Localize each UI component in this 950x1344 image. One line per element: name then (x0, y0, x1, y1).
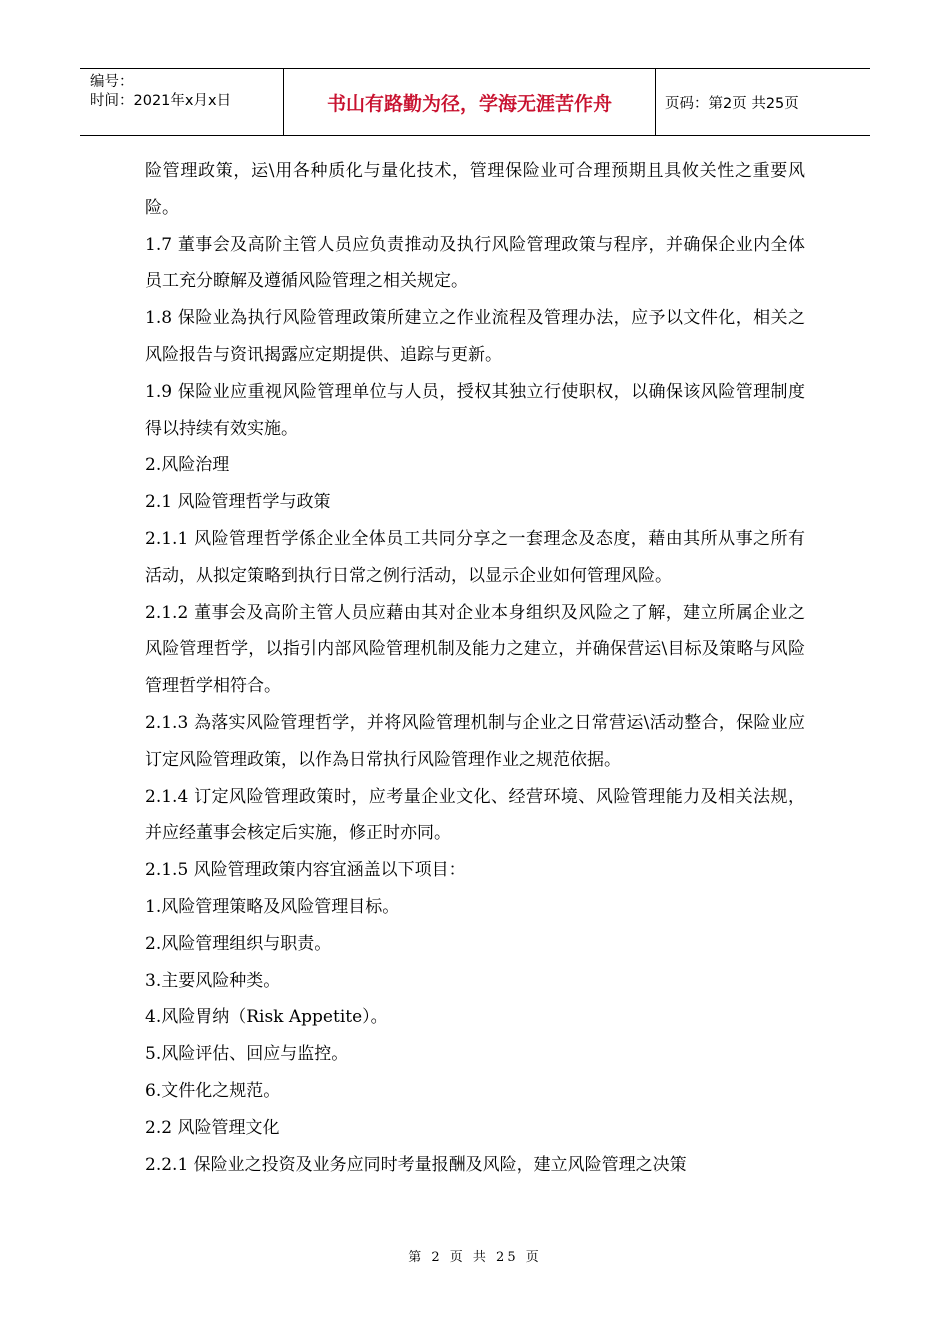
paragraph: 2.2.1 保险业之投资及业务应同时考量报酬及风险，建立风险管理之决策 (145, 1154, 687, 1175)
paragraph: 1.9 保险业应重视风险管理单位与人员，授权其独立行使职权，以确保该风险管理制度得以持续有效实施。 (145, 381, 805, 439)
list-item: 3.主要风险种类。 (145, 970, 281, 991)
subsection-heading: 2.1 风险管理哲学与政策 (145, 492, 331, 513)
subsection-heading: 2.2 风险管理文化 (145, 1117, 280, 1138)
document-date: 时间：2021年x月x日 (90, 93, 232, 109)
paragraph: 险管理政策，运\用各种质化与量化技术，管理保险业可合理预期且具攸关性之重要风险。 (145, 161, 805, 218)
paragraph: 1.8 保险业為执行风险管理政策所建立之作业流程及管理办法，应予以文件化，相关之风险报告与资讯揭露应定期提供、追踪与更新。 (145, 308, 805, 365)
paragraph: 2.1.1 风险管理哲学係企业全体员工共同分享之一套理念及态度，藉由其所从事之所有活动，从拟定策略到执行日常之例行活动，以显示企业如何管理风险。 (145, 528, 805, 586)
document-number: 编号： (90, 74, 134, 90)
section-heading: 2.风险治理 (145, 455, 230, 476)
paragraph: 2.1.4 订定风险管理政策时，应考量企业文化、经营环境、风险管理能力及相关法规，并应经董事会核定后实施，修正时亦同。 (145, 786, 805, 844)
paragraph: 2.1.5 风险管理政策内容宜涵盖以下项目： (145, 860, 466, 881)
list-item: 4.风险胃纳（Risk Appetite）。 (145, 1007, 388, 1028)
paragraph: 1.7 董事会及高阶主管人员应负责推动及执行风险管理政策与程序，并确保企业内全体员工充分瞭解及遵循风险管理之相关规定。 (145, 234, 805, 292)
header-page-number: 页码：第2页 共25页 (665, 95, 799, 112)
list-item: 2.风险管理组织与职责。 (145, 933, 332, 954)
page-header (80, 68, 870, 136)
paragraph: 2.1.3 為落实风险管理哲学，并将风险管理机制与企业之日常营运\活动整合，保险业应订定风险管理政策，以作為日常执行风险管理作业之规范依据。 (145, 712, 805, 770)
list-item: 1.风险管理策略及风险管理目标。 (145, 896, 400, 917)
header-meta (80, 69, 283, 135)
page-footer: 第 2 页 共 25 页 (408, 1250, 542, 1265)
list-item: 5.风险评估、回应与监控。 (145, 1044, 349, 1065)
document-body (145, 153, 805, 1183)
paragraph: 2.1.2 董事会及高阶主管人员应藉由其对企业本身组织及风险之了解，建立所属企业之风险管理哲学，以指引内部风险管理机制及能力之建立，并确保营运\目标及策略与风险管理哲学相符合。 (145, 602, 805, 697)
header-motto: 书山有路勤为径，学海无涯苦作舟 (283, 69, 656, 135)
list-item: 6.文件化之规范。 (145, 1080, 281, 1101)
